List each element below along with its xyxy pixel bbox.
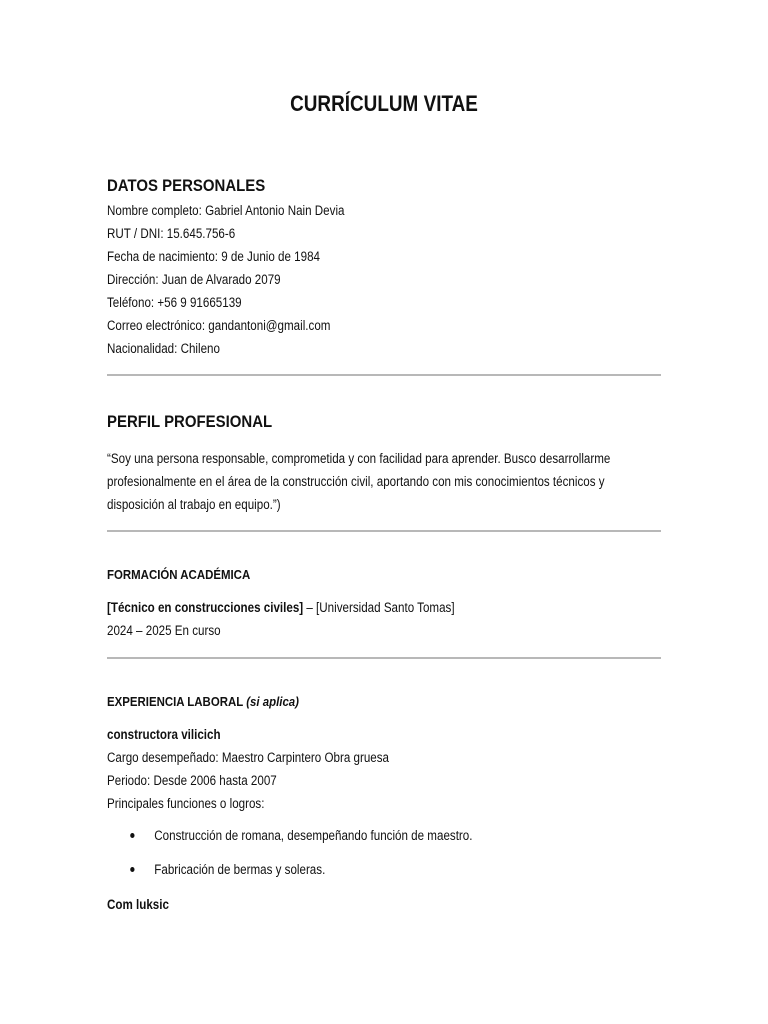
job-company: Com luksic (107, 897, 169, 912)
job-period: Periodo: Desde 2006 hasta 2007 (107, 773, 277, 788)
job-company: constructora vilicich (107, 727, 221, 742)
personal-data-heading: DATOS PERSONALES (107, 176, 266, 195)
education-separator: – (303, 600, 317, 615)
personal-line-nationality: Nacionalidad: Chileno (107, 341, 220, 356)
personal-line-name: Nombre completo: Gabriel Antonio Nain Devia (107, 203, 345, 218)
education-heading: FORMACIÓN ACADÉMICA (107, 567, 251, 582)
section-divider (107, 530, 661, 532)
education-degree: [Técnico en construcciones civiles] (107, 600, 304, 615)
personal-line-phone: Teléfono: +56 9 91665139 (107, 295, 242, 310)
education-period: 2024 – 2025 En curso (107, 623, 221, 638)
bullet-icon (130, 867, 134, 872)
personal-line-rut: RUT / DNI: 15.645.756-6 (107, 226, 236, 241)
bullet-icon (130, 833, 134, 838)
profile-text: “Soy una persona responsable, comprometida y con facilidad para aprender. Busco desarrollarme profesionalmente en el área de la construcción civil, aportando con mis conocimientos técnicos y disposición al trabajo en equipo.”) (107, 451, 611, 512)
personal-data-list (107, 199, 667, 360)
list-item (107, 862, 325, 877)
education-entry (107, 596, 589, 619)
duty-text: Construcción de romana, desempeñando función de maestro. (154, 828, 473, 843)
duty-text: Fabricación de bermas y soleras. (154, 862, 326, 877)
personal-line-address: Dirección: Juan de Alvarado 2079 (107, 272, 281, 287)
job-entry (107, 723, 667, 815)
job-duties-label: Principales funciones o logros: (107, 796, 265, 811)
section-divider (107, 657, 661, 659)
profile-heading: PERFIL PROFESIONAL (107, 412, 273, 431)
list-item (107, 828, 472, 843)
job-role: Cargo desempeñado: Maestro Carpintero Obra gruesa (107, 750, 390, 765)
personal-line-birthdate: Fecha de nacimiento: 9 de Junio de 1984 (107, 249, 321, 264)
document-title: CURRÍCULUM VITAE (290, 91, 478, 116)
section-divider (107, 374, 661, 376)
profile-section (107, 447, 667, 516)
experience-heading-text: EXPERIENCIA LABORAL (107, 694, 247, 709)
experience-heading (107, 694, 600, 709)
education-section (107, 596, 667, 642)
experience-heading-note: (si aplica) (246, 694, 299, 709)
education-institution: [Universidad Santo Tomas] (316, 600, 455, 615)
personal-line-email: Correo electrónico: gandantoni@gmail.com (107, 318, 331, 333)
